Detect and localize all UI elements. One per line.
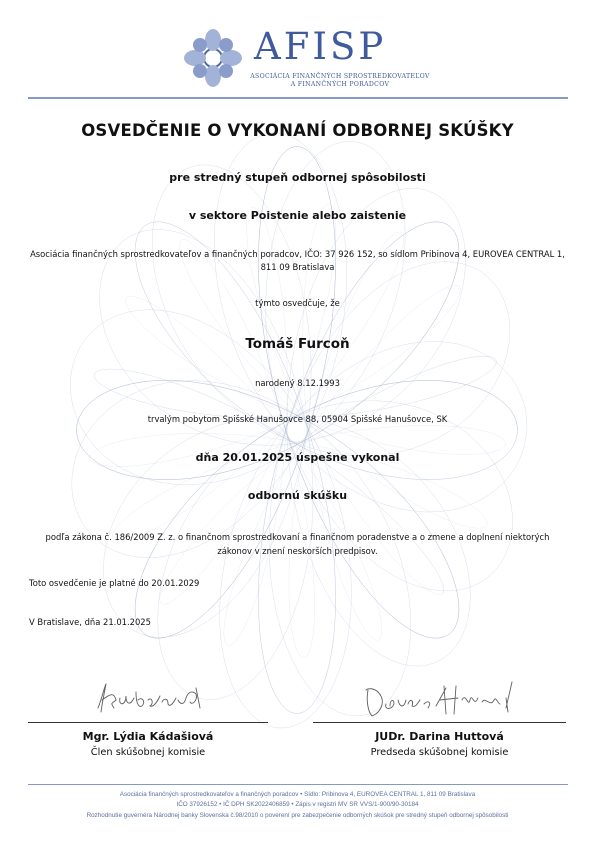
signature-huttova <box>362 678 532 723</box>
signatory-role-member: Člen skúšobnej komisie <box>90 747 206 758</box>
law-reference: podľa zákona č. 186/2009 Z. z. o finančnom sprostredkovaní a finančnom poradenstve a o zmene a doplnení niektorých zákonov v znení neskorších predpisov. <box>45 532 550 556</box>
afisp-logo-emblem <box>178 28 248 88</box>
certificate-sector: v sektore Poistenie alebo zaistenie <box>188 209 407 222</box>
certificate-title: OSVEDČENIE O VYKONANÍ ODBORNEJ SKÚŠKY <box>81 121 514 140</box>
validity-text: Toto osvedčenie je platné do 20.01.2029 <box>29 578 200 588</box>
footer-registration: IČO 37926152 • IČ DPH SK2022406859 • Zápis v registri MV SR VVS/1-900/90-30184 <box>176 801 419 808</box>
signatory-name-member: Mgr. Lýdia Kádašiová <box>82 730 214 743</box>
header-divider <box>28 97 568 99</box>
signature-line-chair <box>313 722 566 723</box>
certify-text: týmto osvedčuje, že <box>255 298 340 308</box>
footer-address: Asociácia finančných sprostredkovateľov a finančných poradcov • Sídlo: Pribinova 4, EUROVEA CENTRAL 1, 811 09 Bratislava <box>119 791 476 798</box>
signature-kadasiova <box>92 678 212 718</box>
certificate-subtitle: pre stredný stupeň odbornej spôsobilosti <box>169 171 426 184</box>
birth-date: narodený 8.12.1993 <box>255 378 340 388</box>
signatory-role-chair: Predseda skúšobnej komisie <box>370 747 509 758</box>
issuer-paragraph: Asociácia finančných sprostredkovateľov a finančných poradcov, IČO: 37 926 152, so sídlom Pribinova 4, EUROVEA CENTRAL 1, 811 09 Bratislava <box>30 249 565 272</box>
logo-subtitle-line1: ASOCIÁCIA FINANČNÝCH SPROSTREDKOVATEĽOV <box>250 73 430 80</box>
exam-name: odbornú skúšku <box>247 489 348 502</box>
footer-authorization: Rozhodnutie guvernéra Národnej banky Slovenska č.98/2010 o poverení pre zabezpečenie odborných skúšok pre stredný stupeň odbornej spôsobilosti <box>86 812 509 819</box>
place-and-date: V Bratislave, dňa 21.01.2025 <box>29 617 151 627</box>
residence-address: trvalým pobytom Spišské Hanušovce 88, 05904 Spišské Hanušovce, SK <box>147 414 448 424</box>
footer-divider <box>28 784 568 785</box>
signatory-name-chair: JUDr. Darina Huttová <box>375 730 504 743</box>
logo-subtitle-line2: A FINANČNÝCH PORADCOV <box>290 81 390 88</box>
afisp-logo-text: AFISP <box>254 25 387 68</box>
exam-date: dňa 20.01.2025 úspešne vykonal <box>195 451 400 464</box>
signature-line-member <box>28 722 268 723</box>
person-name: Tomáš Furcoň <box>245 336 350 352</box>
